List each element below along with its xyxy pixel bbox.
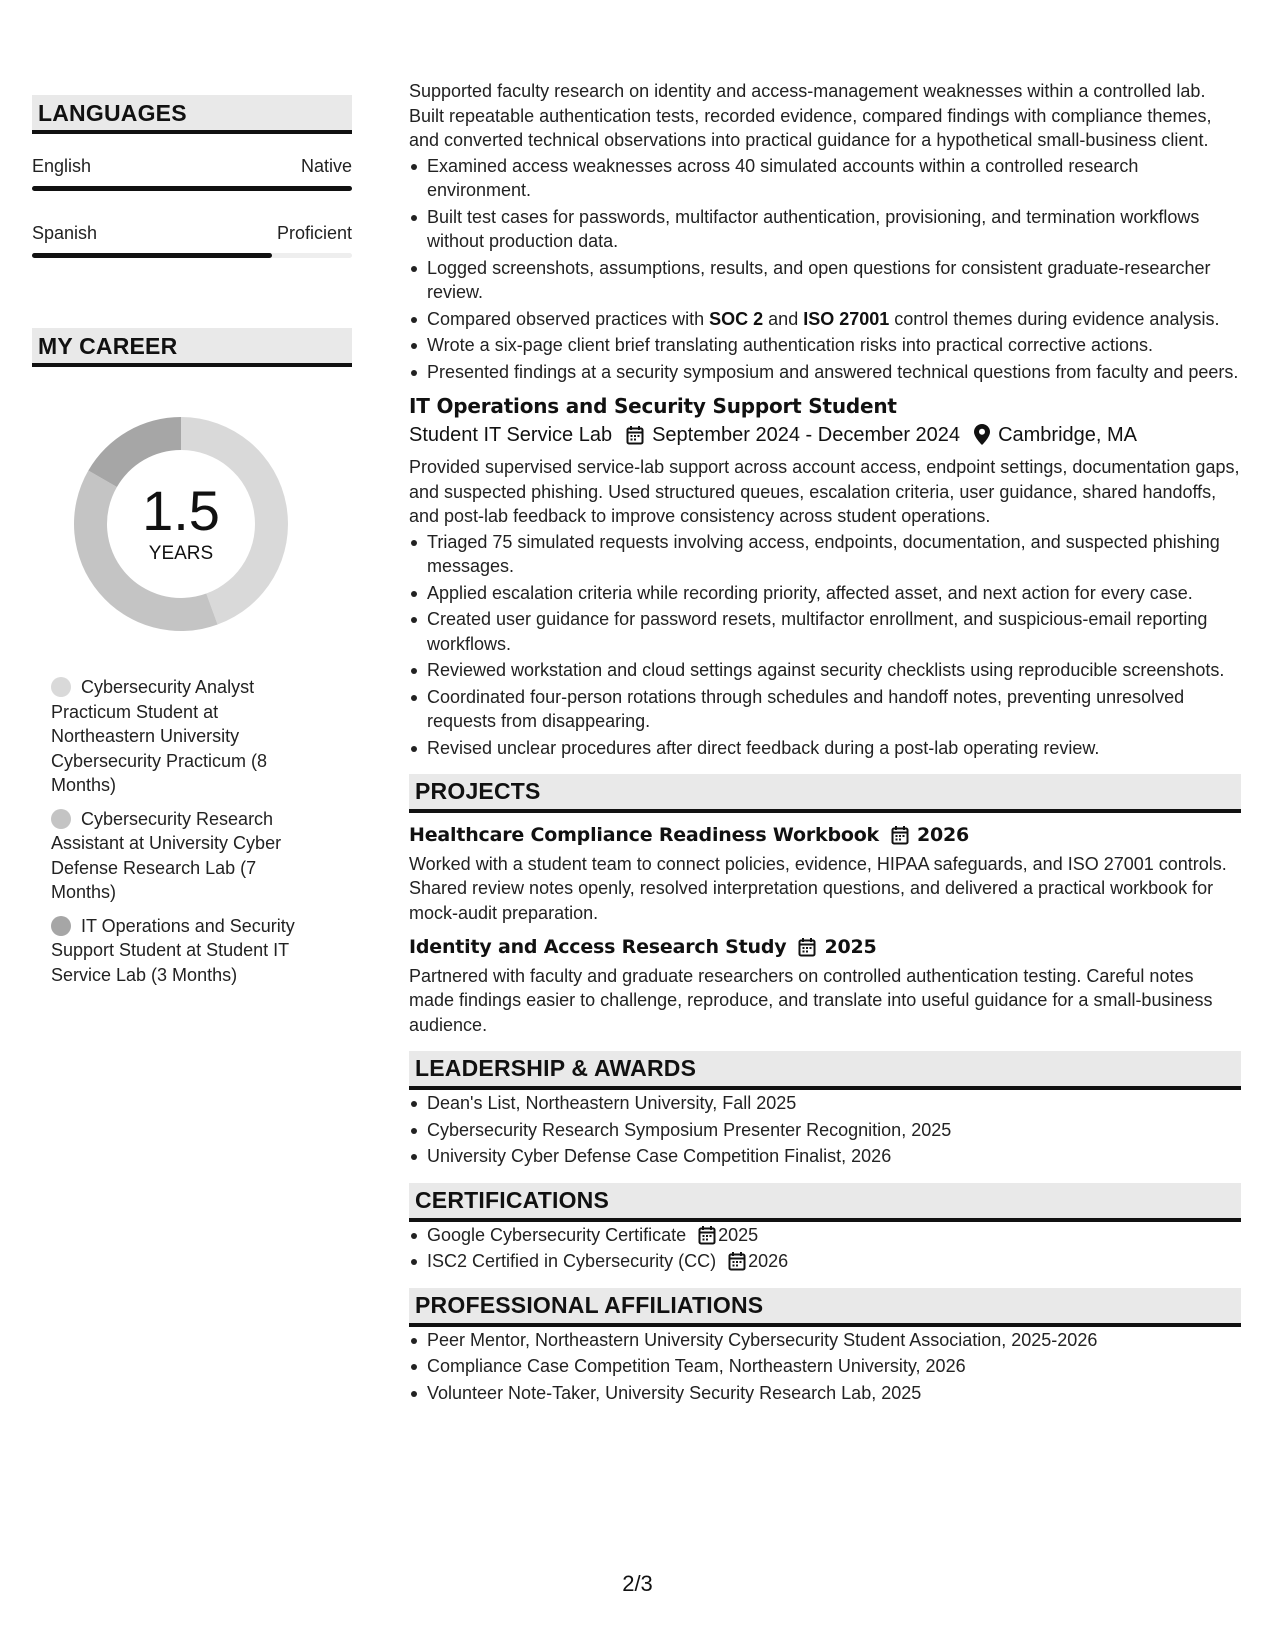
job-bullet: Reviewed workstation and cloud settings against security checklists using reproducible screenshots.	[409, 658, 1241, 683]
project-description: Worked with a student team to connect policies, evidence, HIPAA safeguards, and ISO 27001 controls. Shared review notes openly, resolved interpretation questions, and delivered a practical workbook for mock-audit preparation.	[409, 853, 1227, 923]
calendar-icon	[891, 825, 909, 845]
calendar-icon	[626, 425, 644, 445]
affiliation-item: Peer Mentor, Northeastern University Cybersecurity Student Association, 2025-2026	[409, 1328, 1241, 1353]
language-level: Native	[300, 156, 352, 176]
career-legend-label: Cybersecurity Analyst Practicum Student at Northeastern University Cybersecurity Practicum (8 Months)	[51, 677, 268, 795]
affiliations-heading: PROFESSIONAL AFFILIATIONS	[409, 1288, 1241, 1327]
awards-list	[409, 1091, 1241, 1169]
certification-item	[409, 1249, 1241, 1274]
research-bullets	[409, 154, 1241, 385]
page-number: 2/3	[622, 1571, 653, 1596]
job-bullet: Revised unclear procedures after direct feedback during a post-lab operating review.	[409, 736, 1241, 761]
research-bullet: Examined access weaknesses across 40 simulated accounts within a controlled research environment.	[409, 154, 1241, 203]
research-bullet: Built test cases for passwords, multifactor authentication, provisioning, and termination workflows without production data.	[409, 205, 1241, 254]
project-description: Partnered with faculty and graduate researchers on controlled authentication testing. Careful notes made findings easier to challenge, reproduce, and translate into useful guidance for a small-business audience.	[409, 965, 1213, 1035]
job-bullet: Created user guidance for password resets, multifactor enrollment, and suspicious-email reporting workflows.	[409, 607, 1241, 656]
language-bar-fill	[32, 253, 272, 258]
project-title-row	[409, 823, 1241, 848]
project-title-row	[409, 935, 1241, 960]
languages-heading: LANGUAGES	[32, 95, 352, 134]
research-bullet: Compared observed practices with SOC 2 and ISO 27001 control themes during evidence analysis.	[409, 307, 1241, 332]
project-year: 2025	[824, 936, 877, 958]
language-name: English	[32, 156, 92, 176]
career-legend-item	[51, 914, 321, 988]
award-item: Cybersecurity Research Symposium Presenter Recognition, 2025	[409, 1118, 1241, 1143]
career-legend-item	[51, 675, 321, 798]
affiliations-list	[409, 1328, 1241, 1406]
award-item: Dean's List, Northeastern University, Fall 2025	[409, 1091, 1241, 1116]
affiliation-item: Volunteer Note-Taker, University Security Research Lab, 2025	[409, 1381, 1241, 1406]
research-bullet: Wrote a six-page client brief translating authentication risks into practical corrective actions.	[409, 333, 1241, 358]
job-meta	[409, 423, 1241, 448]
job-bullet: Coordinated four-person rotations through schedules and handoff notes, preventing unresolved requests from disappearing.	[409, 685, 1241, 734]
language-bar	[32, 186, 352, 191]
career-legend-item	[51, 807, 321, 905]
certification-item	[409, 1223, 1241, 1248]
certification-year: 2026	[748, 1251, 789, 1271]
career-legend-label: Cybersecurity Research Assistant at University Cyber Defense Research Lab (7 Months)	[51, 808, 282, 902]
language-level: Proficient	[276, 223, 352, 243]
job-description: Provided supervised service-lab support across account access, endpoint settings, documentation gaps, and suspected phishing. Used structured queues, escalation criteria, user guidance, shared handoffs, and post-lab feedback to improve consistency across student operations.	[409, 457, 1240, 526]
job-bullets	[409, 530, 1241, 761]
calendar-icon	[728, 1251, 746, 1271]
projects-heading: PROJECTS	[409, 774, 1241, 813]
affiliations-section	[409, 1288, 1241, 1406]
project-year: 2026	[917, 824, 970, 846]
award-item: University Cyber Defense Case Competition Finalist, 2026	[409, 1144, 1241, 1169]
language-bar-fill	[32, 186, 352, 191]
awards-heading: LEADERSHIP & AWARDS	[409, 1051, 1241, 1090]
job-bullet: Applied escalation criteria while recording priority, affected asset, and next action for every case.	[409, 581, 1241, 606]
career-donut-chart	[66, 409, 296, 639]
certification-year: 2025	[718, 1224, 759, 1245]
legend-dot-icon	[51, 916, 71, 936]
certifications-section	[409, 1183, 1241, 1274]
job-location: Cambridge, MA	[998, 423, 1137, 446]
career-legend	[51, 675, 321, 987]
certifications-list	[409, 1223, 1241, 1274]
job-bullet: Triaged 75 simulated requests involving access, endpoints, documentation, and suspected phishing messages.	[409, 530, 1241, 579]
job-title: IT Operations and Security Support Student	[409, 394, 897, 418]
research-description: Supported faculty research on identity and access-management weaknesses within a controlled lab. Built repeatable authentication tests, recorded evidence, compared findings with compliance themes, and converted technical observations into practical guidance for a hypothetical small-business client.	[409, 81, 1212, 150]
left-column	[32, 95, 352, 996]
projects-section	[409, 774, 1241, 1037]
affiliation-item: Compliance Case Competition Team, Northeastern University, 2026	[409, 1354, 1241, 1379]
certifications-heading: CERTIFICATIONS	[409, 1183, 1241, 1222]
job-organization: Student IT Service Lab	[409, 423, 613, 446]
job-dates: September 2024 - December 2024	[652, 423, 961, 446]
career-total-years: 1.5	[142, 479, 220, 542]
awards-section	[409, 1051, 1241, 1169]
right-column	[409, 79, 1241, 1407]
language-bar	[32, 253, 352, 258]
career-legend-label: IT Operations and Security Support Student at Student IT Service Lab (3 Months)	[51, 915, 295, 985]
certification-name: ISC2 Certified in Cybersecurity (CC)	[427, 1251, 717, 1271]
language-name: Spanish	[32, 223, 98, 243]
language-row	[32, 223, 352, 244]
location-pin-icon	[974, 424, 990, 445]
research-bullet: Logged screenshots, assumptions, results, and open questions for consistent graduate-researcher review.	[409, 256, 1241, 305]
career-years-unit: YEARS	[148, 543, 214, 564]
project-title: Healthcare Compliance Readiness Workbook	[409, 824, 879, 846]
certification-name: Google Cybersecurity Certificate	[427, 1224, 687, 1245]
calendar-icon	[798, 937, 816, 957]
calendar-icon	[698, 1225, 716, 1245]
project-title: Identity and Access Research Study	[409, 936, 787, 958]
career-heading: MY CAREER	[32, 328, 352, 367]
legend-dot-icon	[51, 809, 71, 829]
research-bullet: Presented findings at a security symposium and answered technical questions from faculty and peers.	[409, 360, 1241, 385]
language-row	[32, 156, 352, 177]
legend-dot-icon	[51, 677, 71, 697]
